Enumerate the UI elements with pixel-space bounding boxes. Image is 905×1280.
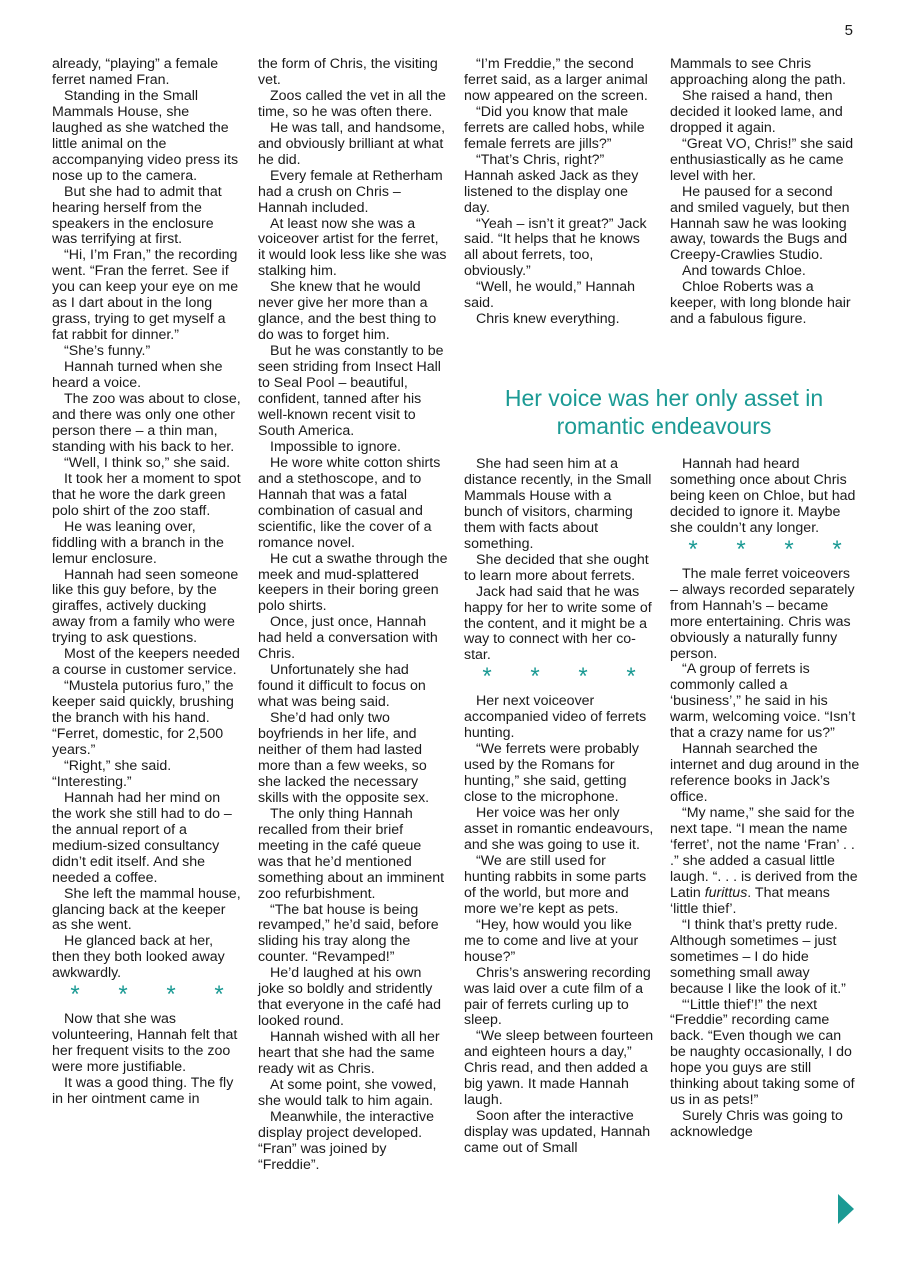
paragraph: Standing in the Small Mammals House, she laughed as she watched the little animal on the accompanying video press its nose up to the camera. — [52, 87, 239, 184]
paragraph: “I’m Freddie,” the second ferret said, as a larger animal now appeared on the screen. — [464, 56, 648, 104]
paragraph: already, “playing” a female ferret named Fran. — [52, 56, 219, 88]
column-2 — [258, 57, 448, 1174]
paragraph: Chris’s answering recording was laid over a cute film of a pair of ferrets curling up to sleep. — [464, 964, 651, 1029]
paragraph: He paused for a second and smiled vaguely, but then Hannah saw he was looking away, towards the Bugs and Creepy-Crawlies Studio. — [670, 183, 850, 264]
paragraph: She raised a hand, then decided it looked lame, and dropped it again. — [670, 87, 843, 136]
paragraph: She knew that he would never give her more than a glance, and the best thing to do was to forget him. — [258, 279, 437, 344]
paragraph: Every female at Retherham had a crush on Chris – Hannah included. — [258, 167, 443, 216]
paragraph: “We sleep between fourteen and eighteen hours a day,” Chris read, and then added a big yawn. It made Hannah laugh. — [464, 1028, 654, 1109]
section-separator: * * * * — [482, 663, 652, 691]
paragraph: Mammals to see Chris approaching along the path. — [670, 56, 846, 88]
paragraph: Hannah searched the internet and dug around in the reference books in Jack’s office. — [670, 741, 860, 806]
paragraph: Hannah had heard something once about Chris being keen on Chloe, but had decided to ignore it. Maybe she couldn’t any longer. — [670, 456, 856, 536]
paragraph: “‘Little thief’!” the next “Freddie” recording came back. “Even though we can be naughty occasionally, I do hope you guys are still thinking about taking some of us in as pets!” — [670, 996, 855, 1109]
paragraph: Unfortunately she had found it difficult to focus on what was being said. — [258, 662, 426, 711]
paragraph: But she had to admit that hearing herself from the speakers in the enclosure was terrifying at first. — [52, 183, 222, 248]
paragraph: Her next voiceover accompanied video of ferrets hunting. — [464, 693, 647, 742]
paragraph: It took her a moment to spot that he wore the dark green polo shirt of the zoo staff. — [52, 470, 241, 519]
column-4-bottom — [670, 457, 860, 1141]
paragraph: Hannah wished with all her heart that she had the same ready wit as Chris. — [258, 1029, 440, 1078]
paragraph: Most of the keepers needed a course in customer service. — [52, 646, 240, 679]
paragraph: He cut a swathe through the meek and mud-splattered keepers in their boring green polo shirts. — [258, 550, 448, 615]
paragraph: “Right,” she said. “Interesting.” — [52, 757, 172, 790]
paragraph: “We ferrets were probably used by the Romans for hunting,” she said, getting close to the microphone. — [464, 741, 639, 806]
pull-quote-headline: Her voice was her only asset in romantic endeavours — [504, 385, 824, 439]
paragraph: And towards Chloe. — [682, 263, 806, 280]
paragraph: Hannah had her mind on the work she still had to do – the annual report of a medium-sized consultancy didn’t edit itself. And she needed a coffee. — [52, 789, 232, 886]
paragraph: He was tall, and handsome, and obviously brilliant at what he did. — [258, 119, 446, 168]
column-3-bottom — [464, 457, 654, 1157]
paragraph: Chloe Roberts was a keeper, with long blonde hair and a fabulous figure. — [670, 279, 851, 328]
paragraph: Surely Chris was going to acknowledge — [670, 1108, 843, 1141]
paragraph: Now that she was volunteering, Hannah felt that her frequent visits to the zoo were more justifiable. — [52, 1011, 238, 1076]
section-separator: * * * * — [688, 535, 858, 563]
page-number: 5 — [844, 22, 853, 39]
paragraph: “Great VO, Chris!” she said enthusiastically as he came level with her. — [670, 135, 854, 184]
paragraph: He’d laughed at his own joke so boldly and stridently that everyone in the café had looked round. — [258, 965, 441, 1030]
paragraph: She had seen him at a distance recently, in the Small Mammals House with a bunch of visitors, charming them with facts about something. — [464, 456, 652, 552]
text-run: . That means ‘little thief’. — [670, 884, 830, 917]
paragraph: At some point, she vowed, she would talk to him again. — [258, 1077, 437, 1109]
paragraph — [670, 806, 860, 918]
paragraph: It was a good thing. The fly in her ointment came in — [52, 1075, 234, 1108]
paragraph: He was leaning over, fiddling with a branch in the lemur enclosure. — [52, 518, 224, 567]
paragraph: The only thing Hannah recalled from their brief meeting in the café queue was that he’d mentioned something about an imminent zoo refurbishment. — [258, 805, 445, 902]
section-separator: * * * * — [70, 981, 240, 1009]
paragraph: Meanwhile, the interactive display project developed. “Fran” was joined by “Freddie”. — [258, 1108, 435, 1173]
paragraph: “Well, I think so,” she said. — [64, 454, 231, 471]
paragraph: Soon after the interactive display was updated, Hannah came out of Small — [464, 1108, 651, 1157]
paragraph: “She’s funny.” — [64, 343, 151, 360]
paragraph: She left the mammal house, glancing back at the keeper as she went. — [52, 885, 241, 934]
paragraph: Jack had said that he was happy for her to write some of the content, and it might be a way to connect with her co-star. — [464, 583, 652, 664]
paragraph: But he was constantly to be seen striding from Insect Hall to Seal Pool – beautiful, confident, tanned after his well-known recent visit to South America. — [258, 343, 444, 439]
paragraph: Chris knew everything. — [476, 311, 620, 328]
paragraph: Her voice was her only asset in romantic endeavours, and she was going to use it. — [464, 805, 654, 853]
paragraph: The male ferret voiceovers – always recorded separately from Hannah’s – became more entertaining. Chris was obviously a naturally funny person. — [670, 565, 855, 662]
paragraph: “Did you know that male ferrets are called hobs, while female ferrets are jills?” — [464, 103, 645, 152]
paragraph: Hannah had seen someone like this guy before, by the giraffes, actively ducking away from a family who were trying to ask questions. — [52, 566, 239, 647]
column-3-top — [464, 57, 654, 328]
triangle-right-icon — [838, 1194, 854, 1224]
paragraph: “We are still used for hunting rabbits in some parts of the world, but more and more we’re kept as pets. — [464, 852, 647, 917]
paragraph: Once, just once, Hannah had held a conversation with Chris. — [258, 614, 438, 663]
paragraph: She’d had only two boyfriends in her life, and neither of them had lasted more than a few weeks, so she lacked the necessary skills with the opposite sex. — [258, 710, 430, 806]
paragraph: Zoos called the vet in all the time, so he was often there. — [258, 87, 446, 120]
paragraph: He glanced back at her, then they both looked away awkwardly. — [52, 933, 225, 982]
paragraph: “Well, he would,” Hannah said. — [464, 279, 636, 312]
paragraph: The zoo was about to close, and there was only one other person there – a thin man, standing with his back to her. — [52, 391, 241, 455]
paragraph: the form of Chris, the visiting vet. — [258, 56, 438, 88]
paragraph: “A group of ferrets is commonly called a ‘business’,” he said in his warm, welcoming voice. “Isn’t that a crazy name for us?” — [670, 661, 856, 742]
column-1 — [52, 57, 242, 1108]
paragraph: “That’s Chris, right?” Hannah asked Jack as they listened to the display one day. — [464, 151, 639, 216]
paragraph: “The bat house is being revamped,” he’d said, before sliding his tray along the counter. “Revamped!” — [258, 901, 439, 966]
column-4-top — [670, 57, 860, 328]
paragraph: “I think that’s pretty rude. Although sometimes – just sometimes – I do hide something small away because I like the look of it.” — [670, 916, 846, 997]
paragraph: She decided that she ought to learn more about ferrets. — [464, 551, 649, 584]
text-run: “My name,” she said for the next tape. “I mean the name ‘ferret’, not the name ‘Fran’ . . .” she added a casual little laugh. “. . . is derived from the Latin — [670, 805, 858, 901]
latin-word: furittus — [704, 884, 748, 901]
paragraph: At least now she was a voiceover artist for the ferret, it would look less like she was stalking him. — [258, 215, 447, 280]
paragraph: He wore white cotton shirts and a stethoscope, and to Hannah that was a fatal combination of casual and scientific, like the cover of a romance novel. — [258, 454, 441, 551]
paragraph: “Hi, I’m Fran,” the recording went. “Fran the ferret. See if you can keep your eye on me as I dart about in the long grass, trying to get myself a fat rabbit for dinner.” — [52, 247, 239, 344]
paragraph: “Hey, how would you like me to come and live at your house?” — [464, 916, 639, 965]
paragraph: “Mustela putorius furo,” the keeper said quickly, brushing the branch with his hand. “Ferret, domestic, for 2,500 years.” — [52, 678, 234, 758]
paragraph: “Yeah – isn’t it great?” Jack said. “It helps that he knows all about ferrets, too, obviously.” — [464, 215, 647, 280]
paragraph: Impossible to ignore. — [270, 438, 401, 455]
paragraph: Hannah turned when she heard a voice. — [52, 359, 223, 392]
